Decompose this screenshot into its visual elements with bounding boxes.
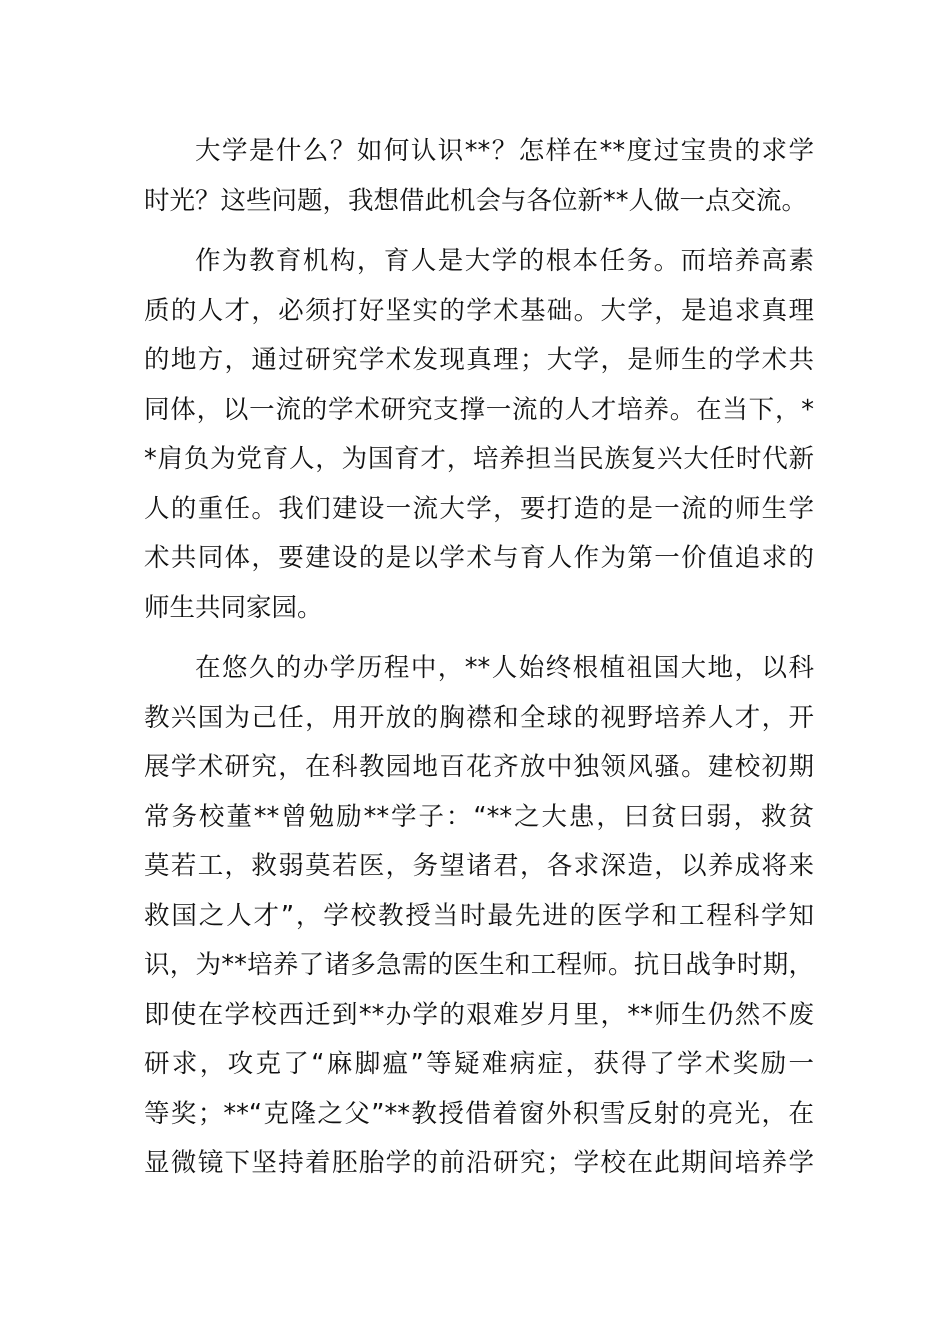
paragraph-line: 质的人才，必须打好坚实的学术基础。大学，是追求真理: [144, 295, 814, 326]
paragraph-line: 莫若工，救弱莫若医，务望诸君，各求深造，以养成将来: [144, 851, 814, 881]
paragraph-line: 时光？这些问题，我想借此机会与各位新**人做一点交流。: [144, 185, 808, 216]
paragraph-line: 救国之人才”，学校教授当时最先进的医学和工程科学知: [144, 900, 814, 931]
paragraph-line: 师生共同家园。: [144, 592, 323, 623]
paragraph-line: 大学是什么？如何认识**？怎样在**度过宝贵的求学: [195, 136, 814, 166]
paragraph-line: 展学术研究，在科教园地百花齐放中独领风骚。建校初期: [144, 752, 814, 782]
document-body: [144, 127, 814, 1189]
paragraph-line: 等奖；**“克隆之父”**教授借着窗外积雪反射的亮光，在: [144, 1098, 814, 1129]
paragraph-line: 术共同体，要建设的是以学术与育人作为第一价值追求的: [144, 543, 814, 573]
paragraph-line: 人的重任。我们建设一流大学，要打造的是一流的师生学: [144, 493, 814, 524]
paragraph-line: 常务校董**曾勉励**学子：“**之大患，曰贫曰弱，救贫: [144, 801, 814, 832]
paragraph-1: [144, 127, 814, 226]
paragraph-line: 教兴国为己任，用开放的胸襟和全球的视野培养人才，开: [144, 702, 814, 733]
paragraph-2: [144, 237, 814, 633]
paragraph-line: 作为教育机构，育人是大学的根本任务。而培养高素: [195, 246, 814, 276]
paragraph-line: 即使在学校西迁到**办学的艰难岁月里，**师生仍然不废: [144, 999, 814, 1030]
paragraph-line: 的地方，通过研究学术发现真理；大学，是师生的学术共: [144, 345, 814, 375]
paragraph-line: 识，为**培养了诸多急需的医生和工程师。抗日战争时期，: [144, 950, 814, 980]
paragraph-line: 显微镜下坚持着胚胎学的前沿研究；学校在此期间培养学: [144, 1148, 814, 1178]
paragraph-line: 研求，攻克了“麻脚瘟”等疑难病症，获得了学术奖励一: [144, 1049, 814, 1079]
paragraph-line: 同体，以一流的学术研究支撑一流的人才培养。在当下，*: [144, 394, 814, 425]
paragraph-line: *肩负为党育人，为国育才，培养担当民族复兴大任时代新: [144, 444, 814, 474]
paragraph-line: 在悠久的办学历程中，**人始终根植祖国大地，以科: [195, 653, 814, 683]
paragraph-3: [144, 644, 814, 1189]
